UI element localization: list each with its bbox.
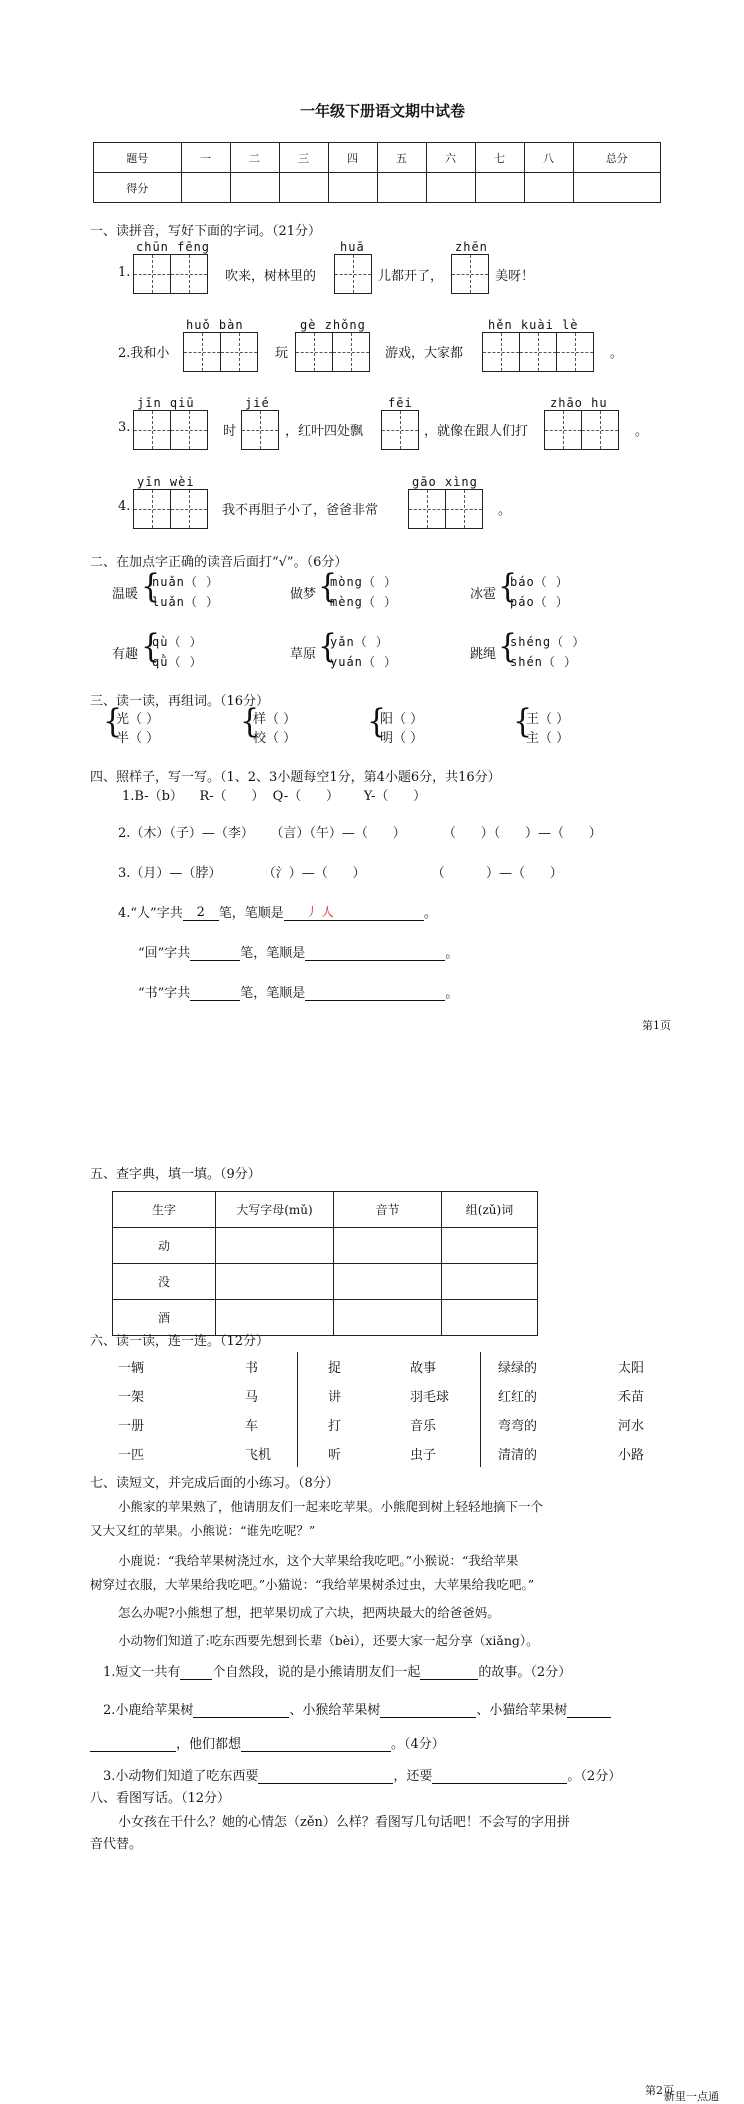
question-number: 2.我和小 xyxy=(118,346,170,361)
writing-grid[interactable] xyxy=(133,254,207,294)
sentence-text: 。 xyxy=(610,346,624,361)
question-text: 个自然段，说的是小熊请朋友们一起 xyxy=(212,1665,421,1680)
score-cell[interactable] xyxy=(279,173,328,203)
score-header-row xyxy=(94,143,661,173)
score-cell[interactable] xyxy=(230,173,279,203)
reading-option[interactable]: shén（ ） xyxy=(510,655,578,669)
reading-option[interactable]: qù（ ） xyxy=(152,635,203,649)
question-line xyxy=(90,1733,445,1752)
watermark: 新里一点通 xyxy=(664,2090,719,2103)
writing-grid[interactable] xyxy=(482,332,593,372)
reading-option[interactable]: báo（ ） xyxy=(510,575,569,589)
section-3-heading: 三、读一读，再组词。（16分） xyxy=(90,694,270,709)
answer-blank[interactable] xyxy=(180,1679,212,1680)
brace: { xyxy=(240,702,260,741)
stroke-order-field[interactable]: 丿 人 xyxy=(284,903,424,921)
match-item[interactable]: 太阳 xyxy=(618,1361,645,1376)
compound-item[interactable]: 样（ ） xyxy=(253,712,297,727)
table-char: 动 xyxy=(113,1228,216,1264)
match-item[interactable]: 红红的 xyxy=(498,1390,538,1405)
answer-blank[interactable] xyxy=(380,1717,476,1718)
pinyin: chūn fēng xyxy=(136,240,211,254)
score-cell[interactable] xyxy=(426,173,475,203)
score-header-cell: 题号 xyxy=(94,143,182,173)
score-header-cell: 五 xyxy=(377,143,426,173)
brace: { xyxy=(498,627,518,666)
brace: { xyxy=(318,567,338,606)
sentence-text: ，红叶四处飘 xyxy=(285,424,364,439)
table-char: 没 xyxy=(113,1264,216,1300)
dictionary-table xyxy=(112,1191,538,1336)
match-item[interactable]: 一架 xyxy=(118,1390,145,1405)
match-item[interactable]: 清清的 xyxy=(498,1448,538,1463)
match-item[interactable]: 故事 xyxy=(410,1361,437,1376)
score-header-cell: 总分 xyxy=(573,143,661,173)
table-row xyxy=(113,1264,538,1300)
writing-grid[interactable] xyxy=(133,489,207,529)
page-number: 第2页 xyxy=(645,2084,674,2097)
divider xyxy=(297,1352,298,1467)
pinyin: zhāo hu xyxy=(550,396,608,410)
reading-option[interactable]: qǜ（ ） xyxy=(152,655,203,669)
answer-cell[interactable] xyxy=(216,1264,334,1300)
score-header-cell: 七 xyxy=(475,143,524,173)
stroke-prompt: 4.“人”字共 xyxy=(118,906,183,921)
sentence-text: 玩 xyxy=(275,346,289,361)
passage-line: 小动物们知道了:吃东西要先想到长辈（bèi），还要大家一起分享（xiǎng）。 xyxy=(118,1633,539,1648)
exercise-line: 3.（月）—（脖） （氵）—（ ） （ ）—（ ） xyxy=(118,866,563,881)
reading-option[interactable]: luǎn（ ） xyxy=(152,595,220,609)
sentence-text: 。 xyxy=(498,503,512,518)
reading-option[interactable]: nuǎn（ ） xyxy=(152,575,220,589)
brace: { xyxy=(103,702,123,741)
compound-item[interactable]: 明（ ） xyxy=(380,731,424,746)
question-text: ，他们都想 xyxy=(176,1737,242,1752)
passage-line: 树穿过衣服，大苹果给我吃吧。”小猫说：“我给苹果树杀过虫，大苹果给我吃吧。” xyxy=(90,1577,535,1592)
score-cell[interactable] xyxy=(181,173,230,203)
section-6-heading: 六、读一读，连一连。（12分） xyxy=(90,1334,270,1349)
score-header-cell: 八 xyxy=(524,143,573,173)
match-item[interactable]: 捉 xyxy=(328,1361,342,1376)
pinyin: gè zhǒng xyxy=(300,318,366,332)
word: 温暖 xyxy=(112,587,139,602)
sentence-text: 吹来，树林里的 xyxy=(225,269,317,284)
answer-cell[interactable] xyxy=(334,1264,442,1300)
match-item[interactable]: 羽毛球 xyxy=(410,1390,450,1405)
stroke-prompt: 笔，笔顺是 xyxy=(218,906,284,921)
question-line xyxy=(103,1699,611,1718)
question-text: 。（4分） xyxy=(391,1737,445,1752)
match-item[interactable]: 绿绿的 xyxy=(498,1361,538,1376)
compound-item[interactable]: 阳（ ） xyxy=(380,712,424,727)
match-item[interactable]: 河水 xyxy=(618,1419,645,1434)
table-char: 酒 xyxy=(113,1300,216,1336)
match-item[interactable]: 一匹 xyxy=(118,1448,145,1463)
table-header-cell: 音节 xyxy=(334,1192,442,1228)
page-number: 第1页 xyxy=(642,1019,671,1032)
table-header-cell: 生字 xyxy=(113,1192,216,1228)
passage-line: 怎么办呢?小熊想了想，把苹果切成了六块，把两块最大的给爸爸妈。 xyxy=(118,1605,500,1620)
question-text: 、小猫给苹果树 xyxy=(476,1703,568,1718)
reading-option[interactable]: yuán（ ） xyxy=(330,655,398,669)
answer-cell[interactable] xyxy=(334,1300,442,1336)
answer-cell[interactable] xyxy=(334,1228,442,1264)
answer-blank[interactable] xyxy=(420,1679,478,1680)
score-cell[interactable] xyxy=(328,173,377,203)
sentence-text: 游戏，大家都 xyxy=(385,346,464,361)
sentence-text: 我不再胆子小了，爸爸非常 xyxy=(222,503,379,518)
answer-blank[interactable] xyxy=(258,1783,393,1784)
exercise-line: 1.B-（b） R-（ ） Q-（ ） Y-（ ） xyxy=(122,789,427,804)
answer-cell[interactable] xyxy=(442,1264,538,1300)
table-row xyxy=(113,1228,538,1264)
match-item[interactable]: 车 xyxy=(245,1419,259,1434)
stroke-prompt: “书”字共 xyxy=(138,986,191,1001)
stroke-line xyxy=(138,982,458,1001)
word: 跳绳 xyxy=(470,647,497,662)
question-number: 4. xyxy=(118,499,131,514)
brace: { xyxy=(367,702,387,741)
reading-option[interactable]: mèng（ ） xyxy=(330,595,398,609)
score-cell[interactable] xyxy=(524,173,573,203)
table-header-row xyxy=(113,1192,538,1228)
writing-grid[interactable] xyxy=(451,254,488,294)
compound-item[interactable]: 校（ ） xyxy=(253,731,297,746)
pinyin: jié xyxy=(245,396,270,410)
question-text: 1.短文一共有 xyxy=(103,1665,181,1680)
stroke-line xyxy=(118,902,437,921)
divider xyxy=(480,1352,481,1467)
match-item[interactable]: 打 xyxy=(328,1419,342,1434)
sentence-text: ，就像在跟人们打 xyxy=(424,424,529,439)
writing-grid[interactable] xyxy=(544,410,618,450)
score-header-cell: 三 xyxy=(279,143,328,173)
question-number: 1. xyxy=(118,265,131,280)
pinyin: hěn kuài lè xyxy=(488,318,579,332)
stroke-count-field[interactable]: 2 xyxy=(183,905,219,921)
sentence-text: 儿都开了， xyxy=(378,269,444,284)
pinyin: gāo xìng xyxy=(412,475,478,489)
prompt-line: 音代替。 xyxy=(90,1837,143,1852)
section-4-heading: 四、照样子，写一写。（1、2、3小题每空1分，第4小题6分，共16分） xyxy=(90,770,501,785)
match-item[interactable]: 马 xyxy=(245,1390,259,1405)
section-7-heading: 七、读短文，并完成后面的小练习。（8分） xyxy=(90,1476,339,1491)
score-cell[interactable] xyxy=(573,173,661,203)
answer-cell[interactable] xyxy=(442,1228,538,1264)
page-title: 一年级下册语文期中试卷 xyxy=(300,102,466,120)
passage-line: 小鹿说：“我给苹果树浇过水，这个大苹果给我吃吧。”小猴说：“我给苹果 xyxy=(118,1553,519,1568)
period: 。 xyxy=(423,906,437,921)
match-item[interactable]: 听 xyxy=(328,1448,342,1463)
word: 做梦 xyxy=(290,587,317,602)
brace: { xyxy=(141,627,161,666)
compound-item[interactable]: 半（ ） xyxy=(116,731,160,746)
brace: { xyxy=(498,567,518,606)
writing-grid[interactable] xyxy=(334,254,371,294)
question-text: 3.小动物们知道了吃东西要 xyxy=(103,1769,259,1784)
match-item[interactable]: 禾苗 xyxy=(618,1390,645,1405)
answer-blank[interactable] xyxy=(193,1717,289,1718)
score-cell[interactable] xyxy=(377,173,426,203)
match-item[interactable]: 讲 xyxy=(328,1390,342,1405)
score-cell[interactable] xyxy=(475,173,524,203)
period: 。 xyxy=(445,946,459,961)
section-8-heading: 八、看图写话。（12分） xyxy=(90,1791,231,1806)
question-text: ，还要 xyxy=(393,1769,433,1784)
score-header-cell: 六 xyxy=(426,143,475,173)
answer-blank[interactable] xyxy=(90,1751,176,1752)
passage-line: 又大又红的苹果。小熊说：“谁先吃呢？” xyxy=(90,1523,316,1538)
exercise-line: 2.（木）（子）—（李） （言）（午）—（ ） （ ）（ ）—（ ） xyxy=(118,826,602,841)
question-text: 的故事。（2分） xyxy=(478,1665,572,1680)
match-item[interactable]: 音乐 xyxy=(410,1419,437,1434)
sentence-text: 时 xyxy=(223,424,237,439)
stroke-line xyxy=(138,942,458,961)
stroke-order-field[interactable] xyxy=(305,1000,445,1001)
word: 有趣 xyxy=(112,647,139,662)
writing-grid[interactable] xyxy=(133,410,207,450)
compound-item[interactable]: 光（ ） xyxy=(116,712,160,727)
brace: { xyxy=(141,567,161,606)
answer-blank[interactable] xyxy=(241,1751,391,1752)
match-item[interactable]: 一辆 xyxy=(118,1361,145,1376)
period: 。 xyxy=(445,986,459,1001)
pinyin: fēi xyxy=(388,396,413,410)
pinyin: yīn wèi xyxy=(137,475,195,489)
score-row-label: 得分 xyxy=(94,173,182,203)
score-table xyxy=(93,142,661,203)
match-item[interactable]: 书 xyxy=(245,1361,259,1376)
match-item[interactable]: 飞机 xyxy=(245,1448,272,1463)
match-item[interactable]: 一册 xyxy=(118,1419,145,1434)
table-header-cell: 组(zǔ)词 xyxy=(442,1192,538,1228)
match-item[interactable]: 小路 xyxy=(618,1448,645,1463)
score-header-cell: 二 xyxy=(230,143,279,173)
match-item[interactable]: 虫子 xyxy=(410,1448,437,1463)
stroke-order-field[interactable] xyxy=(305,960,445,961)
stroke-prompt: 笔，笔顺是 xyxy=(240,986,306,1001)
writing-grid[interactable] xyxy=(408,489,482,529)
reading-option[interactable]: shéng（ ） xyxy=(510,635,586,649)
writing-grid[interactable] xyxy=(183,332,257,372)
pinyin: zhēn xyxy=(455,240,488,254)
brace: { xyxy=(513,702,533,741)
score-header-cell: 一 xyxy=(181,143,230,173)
answer-blank[interactable] xyxy=(567,1717,611,1718)
match-item[interactable]: 弯弯的 xyxy=(498,1419,538,1434)
writing-grid[interactable] xyxy=(295,332,369,372)
sentence-text: 美呀！ xyxy=(495,269,535,284)
question-number: 3. xyxy=(118,420,131,435)
brace: { xyxy=(318,627,338,666)
table-header-cell: 大写字母(mǔ) xyxy=(216,1192,334,1228)
sentence-text: 。 xyxy=(635,424,649,439)
word: 草原 xyxy=(290,647,317,662)
pinyin: jīn qiū xyxy=(137,396,195,410)
score-header-cell: 四 xyxy=(328,143,377,173)
question-line xyxy=(103,1661,571,1680)
writing-grid[interactable] xyxy=(241,410,278,450)
compound-item[interactable]: 王（ ） xyxy=(526,712,570,727)
reading-option[interactable]: yǎn（ ） xyxy=(330,635,389,649)
compound-item[interactable]: 主（ ） xyxy=(526,731,570,746)
section-2-heading: 二、在加点字正确的读音后面打“√”。（6分） xyxy=(90,555,348,570)
answer-cell[interactable] xyxy=(216,1228,334,1264)
stroke-count-field[interactable] xyxy=(190,1000,240,1001)
section-1-heading: 一、读拼音，写好下面的字词。（21分） xyxy=(90,224,322,239)
stroke-prompt: 笔，笔顺是 xyxy=(240,946,306,961)
question-text: 2.小鹿给苹果树 xyxy=(103,1703,194,1718)
pinyin: huǒ bàn xyxy=(186,318,244,332)
pinyin: huā xyxy=(340,240,365,254)
prompt-line: 小女孩在干什么？她的心情怎（zěn）么样？看图写几句话吧！不会写的字用拼 xyxy=(118,1815,570,1830)
answer-cell[interactable] xyxy=(442,1300,538,1336)
stroke-prompt: “回”字共 xyxy=(138,946,191,961)
score-row xyxy=(94,173,661,203)
reading-option[interactable]: páo（ ） xyxy=(510,595,569,609)
section-5-heading: 五、查字典，填一填。（9分） xyxy=(90,1167,261,1182)
stroke-count-field[interactable] xyxy=(190,960,240,961)
question-text: 。（2分） xyxy=(567,1769,622,1784)
passage-line: 小熊家的苹果熟了，他请朋友们一起来吃苹果。小熊爬到树上轻轻地摘下一个 xyxy=(118,1499,544,1514)
question-text: 、小猴给苹果树 xyxy=(289,1703,381,1718)
word: 冰雹 xyxy=(470,587,497,602)
answer-blank[interactable] xyxy=(432,1783,567,1784)
reading-option[interactable]: mòng（ ） xyxy=(330,575,398,589)
writing-grid[interactable] xyxy=(381,410,418,450)
question-line xyxy=(103,1765,621,1784)
